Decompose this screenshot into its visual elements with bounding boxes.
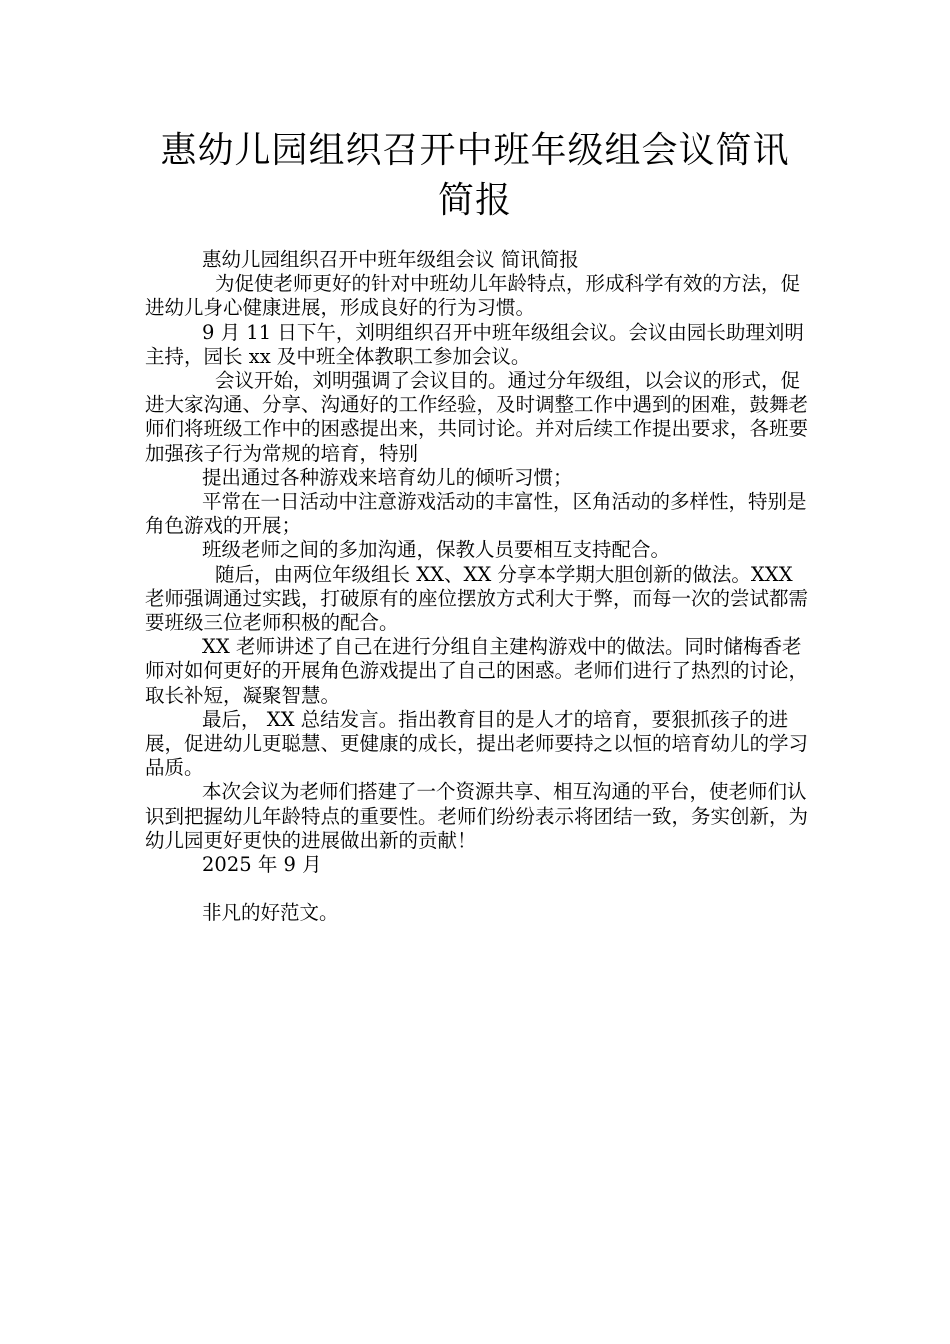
paragraph-requirement-1: 提出通过各种游戏来培育幼儿的倾听习惯；	[202, 465, 573, 489]
paragraph-heading-repeat: 惠幼儿园组织召开中班年级组会议 简讯简报	[202, 248, 579, 271]
document-title: 惠幼儿园组织召开中班年级组会议简讯简报	[160, 130, 790, 221]
paragraph-meeting-time: 9 月 11 日下午，刘明组织召开中班年级组会议。会议由园长助理刘明主持，园长 xx 及中班全体教职工参加会议。	[145, 320, 804, 368]
paragraph-requirement-3: 班级老师之间的多加沟通，保教人员要相互支持配合。	[202, 538, 671, 562]
paragraph-conclusion: 本次会议为老师们搭建了一个资源共享、相互沟通的平台，使老师们认识到把握幼儿年龄特点的重要性。老师们纷纷表示将团结一致，务实创新，为幼儿园更好更快的进展做出新的贡献！	[145, 780, 809, 852]
document-body	[145, 248, 815, 925]
paragraph-summary: 最后， XX 总结发言。指出教育目的是人才的培育，要狠抓孩子的进展，促进幼儿更聪慧、更健康的成长，提出老师要持之以恒的培育幼儿的学习品质。	[145, 707, 809, 780]
paragraph-xx-teacher: XX 老师讲述了自己在进行分组自主建构游戏中的做法。同时储梅香老师对如何更好的开展角色游戏提出了自己的困惑。老师们进行了热烈的讨论，取长补短，凝聚智慧。	[145, 635, 809, 707]
footer-note: 非凡的好范文。	[202, 901, 339, 925]
paragraph-purpose: 为促使老师更好的针对中班幼儿年龄特点，形成科学有效的方法，促进幼儿身心健康进展，形成良好的行为习惯。	[145, 272, 801, 320]
paragraph-requirement-2: 平常在一日活动中注意游戏活动的丰富性，区角活动的多样性，特别是角色游戏的开展；	[145, 490, 807, 538]
paragraph-date: 2025 年 9 月	[202, 853, 322, 877]
paragraph-sharing: 随后，由两位年级组长 XX、XX 分享本学期大胆创新的做法。XXX 老师强调通过实践，打破原有的座位摆放方式利大于弊，而每一次的尝试都需要班级三位老师积极的配合。	[145, 562, 809, 635]
paragraph-meeting-start: 会议开始，刘明强调了会议目的。通过分年级组，以会议的形式，促进大家沟通、分享、沟通好的工作经验，及时调整工作中遇到的困难，鼓舞老师们将班级工作中的困惑提出来，共同讨论。并对后续工作提出要求，各班要加强孩子行为常规的培育，特别	[145, 369, 809, 465]
blank-line	[145, 877, 815, 901]
